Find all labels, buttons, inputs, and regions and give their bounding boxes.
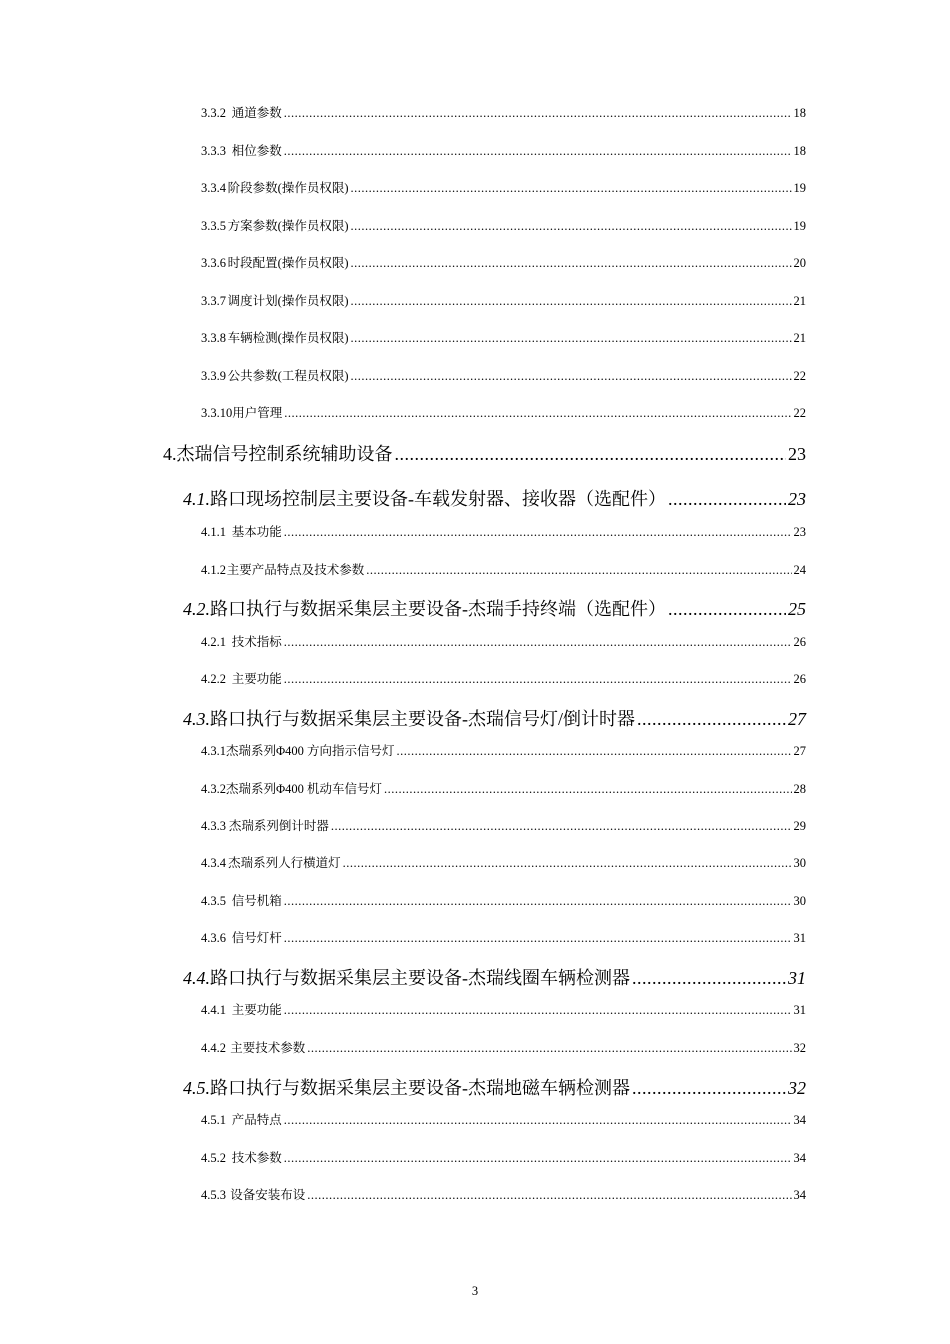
- toc-entry-page: 26: [793, 635, 806, 649]
- toc-entry-page: 29: [793, 819, 806, 833]
- toc-entry-page: 23: [793, 525, 806, 539]
- toc-leader-dots: [668, 489, 786, 510]
- toc-entry-number: 4.3.3: [201, 819, 226, 833]
- toc-entry-title: 通道参数: [231, 106, 282, 120]
- toc-entry-title: 技术指标: [231, 635, 282, 649]
- toc-leader-dots: [284, 1113, 792, 1128]
- toc-entry-number: 4.5.1: [201, 1113, 226, 1127]
- toc-leader-dots: [343, 856, 792, 871]
- toc-entry-number: 4.2.1: [201, 635, 226, 649]
- toc-leader-dots: [284, 931, 792, 946]
- toc-entry-number: 4.2.: [183, 599, 210, 619]
- toc-entry-number: 4.4.2: [201, 1041, 226, 1055]
- toc-entry[interactable]: [201, 141, 806, 159]
- toc-entry-page: 30: [793, 894, 806, 908]
- toc-leader-dots: [632, 1078, 786, 1099]
- toc-leader-dots: [384, 782, 791, 797]
- toc-entry-title: 用户管理: [232, 406, 283, 420]
- toc-entry-title: 基本功能: [231, 525, 282, 539]
- toc-leader-dots: [284, 525, 792, 540]
- toc-entry-number: 4.3.2: [201, 782, 226, 796]
- toc-entry-page: 19: [793, 219, 806, 233]
- toc-entry-page: 22: [793, 406, 806, 420]
- toc-entry-page: 18: [793, 106, 806, 120]
- toc-entry[interactable]: [201, 216, 806, 234]
- toc-entry[interactable]: [201, 779, 806, 797]
- toc-entry-page: 27: [788, 709, 806, 729]
- toc-entry-page: 28: [793, 782, 806, 796]
- toc-leader-dots: [284, 144, 792, 159]
- toc-entry-number: 4.1.1: [201, 525, 226, 539]
- toc-entry-number: 4.3.: [183, 709, 210, 729]
- toc-entry-page: 32: [793, 1041, 806, 1055]
- toc-entry-number: 4.5.3: [201, 1188, 226, 1202]
- toc-entry-number: 4.1.2: [201, 563, 226, 577]
- toc-leader-dots: [307, 1188, 791, 1203]
- toc-leader-dots: [366, 563, 791, 578]
- toc-entry-page: 25: [788, 599, 806, 619]
- toc-entry[interactable]: [163, 440, 806, 466]
- toc-entry-number: 3.3.4: [201, 181, 226, 195]
- toc-entry-number: 4.4.1: [201, 1003, 226, 1017]
- toc-entry[interactable]: [183, 485, 806, 511]
- toc-entry-number: 3.3.7: [201, 294, 226, 308]
- toc-leader-dots: [351, 294, 792, 309]
- toc-entry-title: 路口执行与数据采集层主要设备-杰瑞地磁车辆检测器: [210, 1078, 630, 1098]
- toc-entry-title: 主要功能: [231, 1003, 282, 1017]
- toc-entry[interactable]: [201, 1185, 806, 1203]
- toc-entry-number: 3.3.8: [201, 331, 226, 345]
- toc-entry-title: 产品特点: [231, 1113, 282, 1127]
- toc-entry-page: 19: [793, 181, 806, 195]
- toc-entry-title: 信号机箱: [231, 894, 282, 908]
- page-number: 3: [471, 1284, 479, 1298]
- toc-entry[interactable]: [201, 253, 806, 271]
- toc-leader-dots: [284, 672, 792, 687]
- toc-entry-title: 设备安装布设: [230, 1188, 306, 1202]
- toc-entry-title: 杰瑞系列倒计时器: [228, 819, 329, 833]
- toc-entry-title: 杰瑞系列Φ400 机动车信号灯: [226, 782, 383, 796]
- toc-entry-number: 4.3.5: [201, 894, 226, 908]
- toc-entry-title: 方案参数(操作员权限): [227, 219, 349, 233]
- toc-entry[interactable]: [201, 853, 806, 871]
- toc-entry-title: 主要功能: [231, 672, 282, 686]
- toc-entry[interactable]: [201, 891, 806, 909]
- toc-entry-number: 4.3.1: [201, 744, 226, 758]
- toc-entry[interactable]: [201, 403, 806, 421]
- toc-entry-page: 21: [793, 294, 806, 308]
- toc-entry[interactable]: [183, 595, 806, 621]
- toc-entry-page: 26: [793, 672, 806, 686]
- toc-leader-dots: [284, 894, 792, 909]
- toc-entry[interactable]: [201, 328, 806, 346]
- toc-leader-dots: [637, 709, 786, 730]
- toc-entry[interactable]: [201, 669, 806, 687]
- toc-entry[interactable]: [201, 103, 806, 121]
- toc-entry[interactable]: [201, 291, 806, 309]
- toc-entry-page: 34: [793, 1188, 806, 1202]
- toc-entry-title: 相位参数: [231, 144, 282, 158]
- toc-entry[interactable]: [201, 178, 806, 196]
- toc-entry-title: 调度计划(操作员权限): [227, 294, 349, 308]
- toc-entry-title: 杰瑞系列人行横道灯: [228, 856, 341, 870]
- toc-entry-number: 4.4.: [183, 968, 210, 988]
- toc-entry[interactable]: [201, 632, 806, 650]
- toc-entry-title: 路口现场控制层主要设备-车载发射器、接收器（选配件）: [210, 489, 666, 509]
- toc-entry[interactable]: [201, 522, 806, 540]
- toc-entry-page: 21: [793, 331, 806, 345]
- toc-entry-page: 32: [788, 1078, 806, 1098]
- toc-entry-page: 30: [793, 856, 806, 870]
- toc-leader-dots: [284, 635, 792, 650]
- toc-entry-number: 4.2.2: [201, 672, 226, 686]
- toc-entry-title: 杰瑞信号控制系统辅助设备: [176, 444, 393, 464]
- toc-entry-page: 23: [788, 444, 806, 464]
- toc-entry-number: 3.3.3: [201, 144, 226, 158]
- toc-entry-page: 31: [788, 968, 806, 988]
- toc-entry[interactable]: [183, 964, 806, 990]
- toc-entry[interactable]: [201, 816, 806, 834]
- toc-entry-title: 主要产品特点及技术参数: [226, 563, 365, 577]
- toc-leader-dots: [351, 369, 792, 384]
- toc-entry[interactable]: [201, 1000, 806, 1018]
- toc-leader-dots: [284, 1003, 792, 1018]
- toc-leader-dots: [351, 331, 792, 346]
- toc-leader-dots: [668, 599, 786, 620]
- toc-entry-title: 路口执行与数据采集层主要设备-杰瑞线圈车辆检测器: [210, 968, 630, 988]
- toc-entry[interactable]: [183, 705, 806, 731]
- toc-entry-page: 18: [793, 144, 806, 158]
- toc-entry[interactable]: [183, 1074, 806, 1100]
- toc-entry-page: 34: [793, 1113, 806, 1127]
- toc-leader-dots: [307, 1041, 791, 1056]
- toc-leader-dots: [331, 819, 792, 834]
- toc-entry-page: 27: [793, 744, 806, 758]
- toc-entry[interactable]: [201, 1038, 806, 1056]
- toc-leader-dots: [632, 968, 786, 989]
- toc-entry-page: 31: [793, 931, 806, 945]
- toc-entry-number: 3.3.5: [201, 219, 226, 233]
- toc-entry-title: 时段配置(操作员权限): [227, 256, 349, 270]
- toc-entry-page: 34: [793, 1151, 806, 1165]
- toc-entry[interactable]: [201, 560, 806, 578]
- toc-entry-page: 20: [793, 256, 806, 270]
- toc-entry-title: 阶段参数(操作员权限): [227, 181, 349, 195]
- toc-entry-title: 技术参数: [231, 1151, 282, 1165]
- toc-entry-number: 3.3.9: [201, 369, 226, 383]
- toc-entry-number: 3.3.6: [201, 256, 226, 270]
- toc-entry-title: 杰瑞系列Φ400 方向指示信号灯: [226, 744, 395, 758]
- toc-entry-number: 3.3.2: [201, 106, 226, 120]
- toc-entry-page: 23: [788, 489, 806, 509]
- toc-leader-dots: [284, 106, 792, 121]
- toc-entry-title: 车辆检测(操作员权限): [227, 331, 349, 345]
- toc-entry-number: 4.3.6: [201, 931, 226, 945]
- toc-entry-number: 3.3.10: [201, 406, 233, 420]
- toc-entry-page: 31: [793, 1003, 806, 1017]
- toc-entry-number: 4.1.: [183, 489, 210, 509]
- toc-entry-number: 4.3.4: [201, 856, 226, 870]
- toc-leader-dots: [351, 219, 792, 234]
- toc-entry-page: 22: [793, 369, 806, 383]
- toc-leader-dots: [397, 744, 792, 759]
- toc-entry[interactable]: [201, 741, 806, 759]
- toc-entry-title: 公共参数(工程员权限): [227, 369, 349, 383]
- toc-entry-title: 路口执行与数据采集层主要设备-杰瑞信号灯/倒计时器: [210, 709, 635, 729]
- toc-entry-title: 信号灯杆: [231, 931, 282, 945]
- toc-entry-title: 路口执行与数据采集层主要设备-杰瑞手持终端（选配件）: [210, 599, 666, 619]
- toc-entry[interactable]: [201, 366, 806, 384]
- toc-entry[interactable]: [201, 1110, 806, 1128]
- toc-leader-dots: [284, 406, 791, 421]
- toc-entry[interactable]: [201, 1148, 806, 1166]
- toc-leader-dots: [351, 256, 792, 271]
- toc-leader-dots: [351, 181, 792, 196]
- toc-leader-dots: [284, 1151, 792, 1166]
- toc-entry-number: 4.: [163, 444, 177, 464]
- toc-entry[interactable]: [201, 928, 806, 946]
- toc-leader-dots: [395, 444, 787, 465]
- toc-entry-title: 主要技术参数: [230, 1041, 306, 1055]
- toc-entry-number: 4.5.2: [201, 1151, 226, 1165]
- toc-entry-page: 24: [793, 563, 806, 577]
- toc-entry-number: 4.5.: [183, 1078, 210, 1098]
